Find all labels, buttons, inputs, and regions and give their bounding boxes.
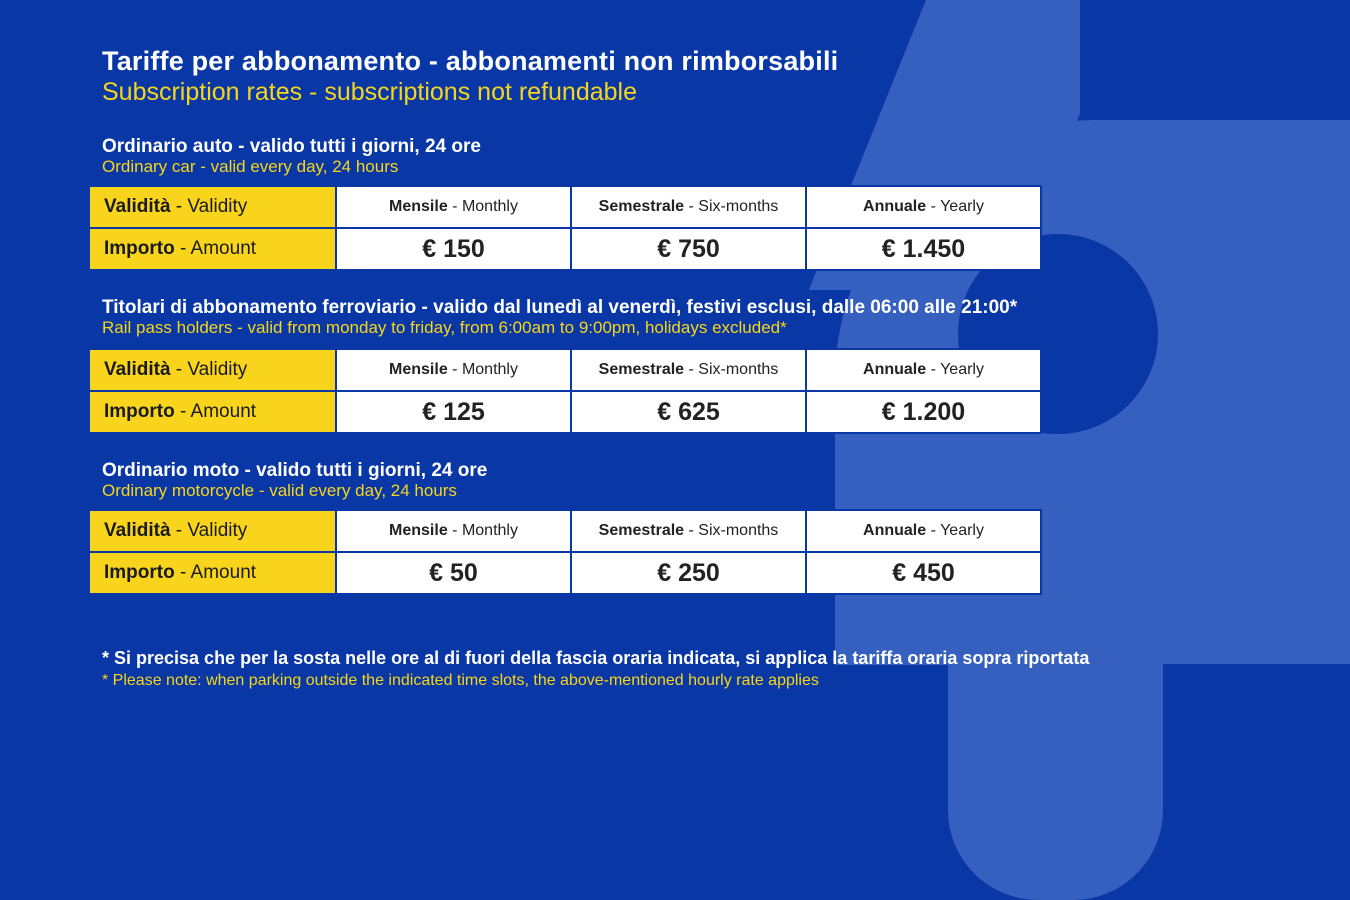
validity-label-cell xyxy=(89,186,336,228)
semester-label-en: - Six-months xyxy=(684,522,779,539)
semester-header-cell xyxy=(571,349,806,391)
rates-table-rail xyxy=(88,348,1042,434)
amount-label-it: Importo xyxy=(104,238,175,259)
semester-label-it: Semestrale xyxy=(598,198,685,215)
section-subtitle-rail: Rail pass holders - valid from monday to friday, from 6:00am to 9:00pm, holidays excluded* xyxy=(102,318,787,337)
amount-yearly: € 1.450 xyxy=(806,228,1041,270)
semester-label-en: - Six-months xyxy=(684,198,779,215)
monthly-label-it: Mensile xyxy=(389,361,448,378)
yearly-header-cell xyxy=(806,349,1041,391)
semester-header-cell xyxy=(571,186,806,228)
monthly-header-cell xyxy=(336,510,571,552)
semester-label-en: - Six-months xyxy=(684,361,779,378)
section-title-rail: Titolari di abbonamento ferroviario - valido dal lunedì al venerdì, festivi esclusi, dalle 06:00 alle 21:00* xyxy=(102,297,1018,318)
amount-monthly: € 150 xyxy=(336,228,571,270)
amount-label-cell xyxy=(89,552,336,594)
amount-monthly: € 50 xyxy=(336,552,571,594)
footnote-en: * Please note: when parking outside the indicated time slots, the above-mentioned hourly rate applies xyxy=(102,672,819,689)
table-row-amount xyxy=(89,552,1041,594)
validity-label-cell xyxy=(89,510,336,552)
monthly-header-cell xyxy=(336,186,571,228)
page-title: Tariffe per abbonamento - abbonamenti non rimborsabili xyxy=(102,46,839,76)
yearly-label-en: - Yearly xyxy=(926,198,984,215)
yearly-label-it: Annuale xyxy=(863,361,927,378)
table-row-validity xyxy=(89,349,1041,391)
validity-label-it: Validità xyxy=(104,359,171,380)
amount-monthly: € 125 xyxy=(336,391,571,433)
table-row-validity xyxy=(89,510,1041,552)
amount-semester: € 250 xyxy=(571,552,806,594)
rates-table-moto xyxy=(88,509,1042,595)
section-title-car: Ordinario auto - valido tutti i giorni, 24 ore xyxy=(102,136,481,157)
rates-table-car xyxy=(88,185,1042,271)
validity-label-cell xyxy=(89,349,336,391)
section-subtitle-car: Ordinary car - valid every day, 24 hours xyxy=(102,157,399,176)
amount-label-cell xyxy=(89,391,336,433)
semester-label-it: Semestrale xyxy=(598,522,685,539)
amount-label-cell xyxy=(89,228,336,270)
validity-label-it: Validità xyxy=(104,196,171,217)
table-row-amount xyxy=(89,228,1041,270)
monthly-label-en: - Monthly xyxy=(447,198,518,215)
semester-label-it: Semestrale xyxy=(598,361,685,378)
semester-header-cell xyxy=(571,510,806,552)
amount-label-en: - Amount xyxy=(174,401,257,422)
validity-label-it: Validità xyxy=(104,520,171,541)
amount-semester: € 750 xyxy=(571,228,806,270)
footnote-it: * Si precisa che per la sosta nelle ore al di fuori della fascia oraria indicata, si applica la tariffa oraria sopra riportata xyxy=(102,648,1090,668)
monthly-label-en: - Monthly xyxy=(447,522,518,539)
table-row-amount xyxy=(89,391,1041,433)
table-row-validity xyxy=(89,186,1041,228)
amount-label-en: - Amount xyxy=(174,562,257,583)
validity-label-en: - Validity xyxy=(170,196,248,217)
monthly-label-it: Mensile xyxy=(389,522,448,539)
yearly-header-cell xyxy=(806,510,1041,552)
amount-yearly: € 1.200 xyxy=(806,391,1041,433)
validity-label-en: - Validity xyxy=(170,359,248,380)
monthly-header-cell xyxy=(336,349,571,391)
monthly-label-it: Mensile xyxy=(389,198,448,215)
yearly-label-en: - Yearly xyxy=(926,522,984,539)
amount-semester: € 625 xyxy=(571,391,806,433)
yearly-header-cell xyxy=(806,186,1041,228)
amount-label-it: Importo xyxy=(104,562,175,583)
page-subtitle: Subscription rates - subscriptions not refundable xyxy=(102,78,638,106)
amount-label-it: Importo xyxy=(104,401,175,422)
monthly-label-en: - Monthly xyxy=(447,361,518,378)
validity-label-en: - Validity xyxy=(170,520,248,541)
amount-yearly: € 450 xyxy=(806,552,1041,594)
yearly-label-en: - Yearly xyxy=(926,361,984,378)
section-title-moto: Ordinario moto - valido tutti i giorni, 24 ore xyxy=(102,460,488,481)
yearly-label-it: Annuale xyxy=(863,198,927,215)
yearly-label-it: Annuale xyxy=(863,522,927,539)
amount-label-en: - Amount xyxy=(174,238,257,259)
section-subtitle-moto: Ordinary motorcycle - valid every day, 24 hours xyxy=(102,481,457,500)
